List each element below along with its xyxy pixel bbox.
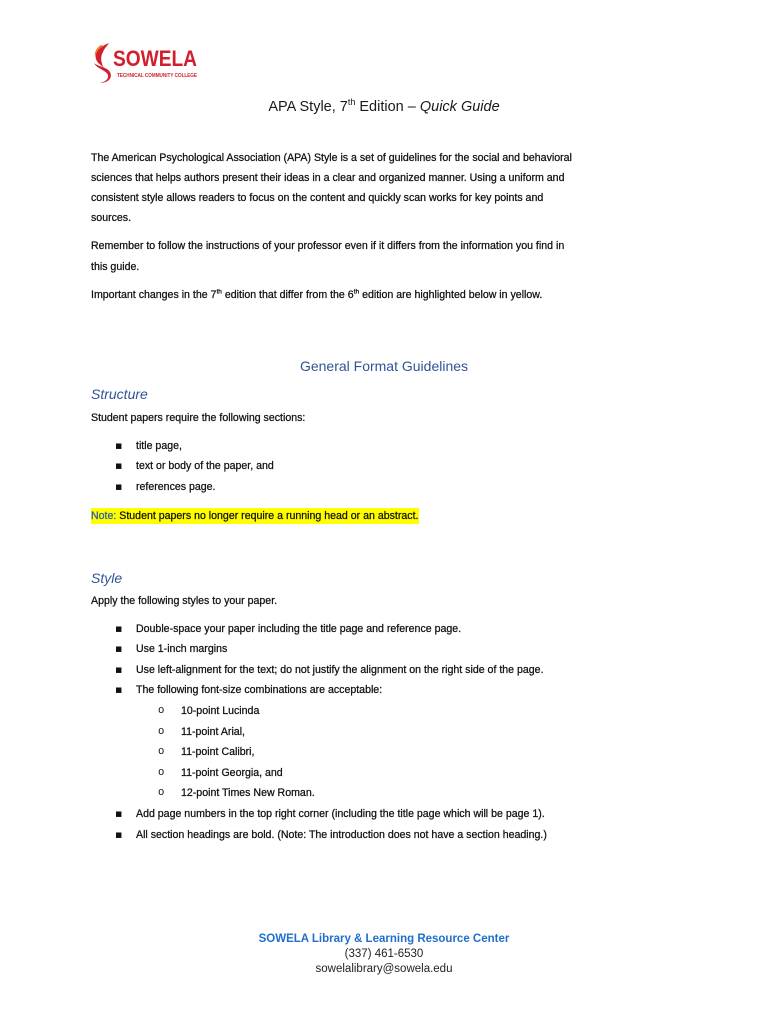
intro-paragraph-1-line: sources. [91, 212, 132, 224]
document-title [0, 97, 768, 117]
superscript-th: th [216, 288, 222, 296]
yellow-highlight [91, 508, 419, 524]
bullet-circle-icon: o [158, 726, 165, 738]
footer-email: sowelalibrary@sowela.edu [315, 963, 453, 975]
intro-paragraph-2-line: this guide. [91, 261, 140, 273]
style-list-item: The following font-size combinations are acceptable: [136, 684, 383, 696]
bullet-square-icon: ▪ [115, 683, 123, 696]
bullet-circle-icon: o [158, 705, 165, 717]
bullet-circle-icon: o [158, 787, 165, 799]
bullet-square-icon: ▪ [115, 439, 123, 452]
font-option-item: 11-point Arial, [181, 726, 245, 738]
paragraph-text: Important changes in the 7 [91, 289, 217, 301]
font-option-item: 11-point Calibri, [181, 746, 255, 758]
style-list-item: All section headings are bold. (Note: The introduction does not have a section heading.) [136, 829, 547, 841]
bullet-square-icon: ▪ [115, 807, 123, 820]
highlighted-note [91, 509, 419, 523]
superscript-th: th [353, 288, 360, 296]
note-label: Note: [91, 510, 117, 522]
style-list-item: Use 1-inch margins [136, 643, 228, 655]
title-text: Edition – [355, 99, 420, 115]
paragraph-text: edition are highlighted below in yellow. [359, 289, 543, 301]
bullet-square-icon: ▪ [115, 828, 123, 841]
bullet-square-icon: ▪ [115, 622, 123, 635]
style-list-item: Add page numbers in the top right corner (including the title page which will be page 1). [136, 808, 545, 820]
logo-wordmark: SOWELA [113, 46, 198, 71]
style-list-item: Use left-alignment for the text; do not justify the alignment on the right side of the page. [136, 664, 544, 676]
intro-paragraph-1-line: The American Psychological Association (APA) Style is a set of guidelines for the social and behavioral [91, 152, 572, 164]
logo-tagline: TECHNICAL COMMUNITY COLLEGE [117, 73, 198, 79]
title-superscript: th [347, 97, 356, 108]
font-option-item: 12-point Times New Roman. [181, 787, 315, 799]
note-text: Student papers no longer require a running head or an abstract. [116, 510, 419, 522]
bullet-circle-icon: o [158, 767, 165, 779]
structure-list-item: references page. [136, 481, 216, 493]
intro-paragraph-1-line: sciences that helps authors present their ideas in a clear and organized manner. Using a uniform and [91, 172, 565, 184]
structure-lead-text: Student papers require the following sections: [91, 412, 306, 424]
sowela-swirl-logo-icon [94, 43, 111, 83]
font-option-item: 11-point Georgia, and [181, 767, 283, 779]
title-italic-text: Quick Guide [419, 99, 500, 115]
sowela-logo [91, 42, 203, 86]
intro-paragraph-1-line: consistent style allows readers to focus on the content and quickly scan works for key points and [91, 192, 544, 204]
structure-list-item: text or body of the paper, and [136, 460, 274, 472]
section-heading-general-format: General Format Guidelines [299, 358, 469, 374]
subheading-structure: Structure [91, 386, 148, 402]
intro-paragraph-3 [91, 288, 542, 302]
font-option-item: 10-point Lucinda [181, 705, 260, 717]
structure-list-item: title page, [136, 440, 182, 452]
title-text: APA Style, 7 [268, 99, 348, 115]
footer-phone: (337) 461-6530 [344, 948, 424, 960]
bullet-circle-icon: o [158, 746, 165, 758]
paragraph-text: edition that differ from the 6 [221, 289, 354, 301]
style-lead-text: Apply the following styles to your paper. [91, 595, 278, 607]
bullet-square-icon: ▪ [115, 663, 123, 676]
bullet-square-icon: ▪ [115, 480, 123, 493]
bullet-square-icon: ▪ [115, 459, 123, 472]
intro-paragraph-2-line: Remember to follow the instructions of your professor even if it differs from the information you find in [91, 240, 565, 252]
footer-organization: SOWELA Library & Learning Resource Center [258, 933, 510, 945]
style-list-item: Double-space your paper including the title page and reference page. [136, 623, 462, 635]
subheading-style: Style [91, 570, 123, 586]
bullet-square-icon: ▪ [115, 642, 123, 655]
